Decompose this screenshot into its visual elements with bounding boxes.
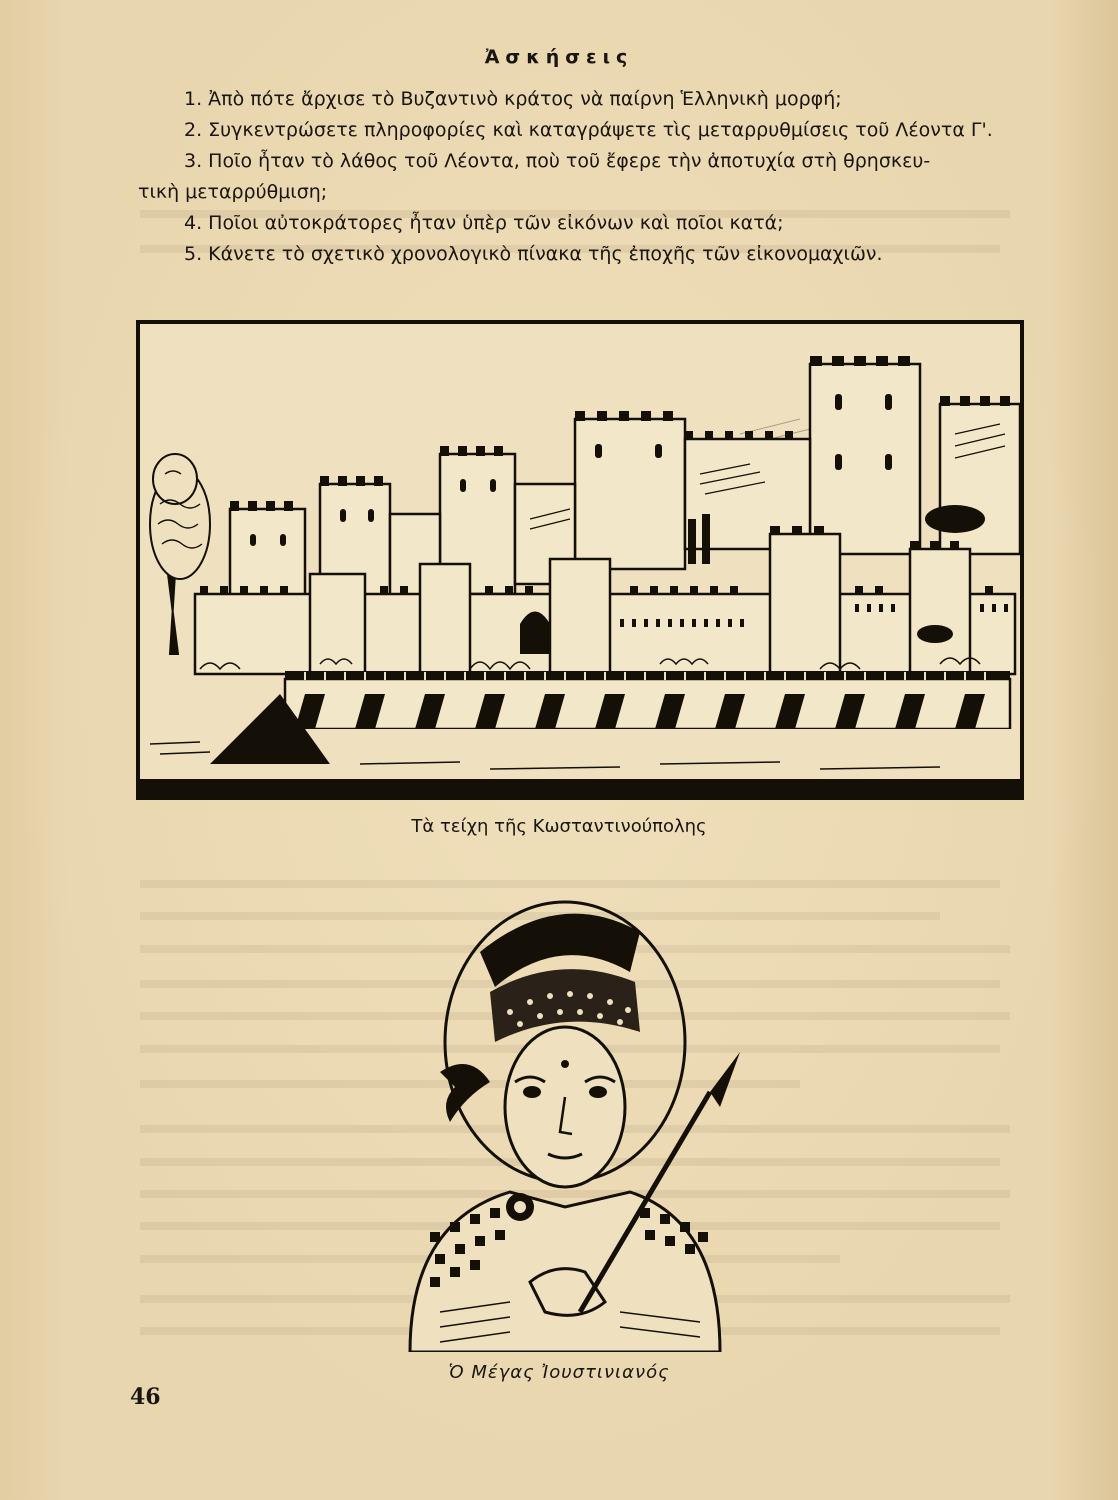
exercise-item: 4. Ποῖοι αὐτοκράτορες ἦταν ὑπὲρ τῶν εἰκόνων καὶ ποῖοι κατά; <box>184 212 784 234</box>
exercise-item: 5. Κάνετε τὸ σχετικὸ χρονολογικὸ πίνακα τῆς ἐποχῆς τῶν εἰκονομαχιῶν. <box>184 243 883 265</box>
exercise-item: 1. Ἀπὸ πότε ἄρχισε τὸ Βυζαντινὸ κράτος νὰ παίρνη Ἑλληνικὴ μορφή; <box>184 88 842 110</box>
exercise-text-continued: τικὴ μεταρρύθμιση; <box>138 181 328 203</box>
exercise-item: 2. Συγκεντρώσετε πληροφορίες καὶ καταγράψετε τὶς μεταρρυθμίσεις τοῦ Λέοντα Γ'. <box>184 119 993 141</box>
justinian-portrait-illustration <box>380 892 750 1352</box>
justinian-caption: Ὁ Μέγας Ἰουστινιανός <box>448 1362 670 1383</box>
exercises-heading: Ἀσκήσεις <box>484 46 634 68</box>
constantinople-walls-illustration <box>136 320 1024 800</box>
page-number: 46 <box>130 1384 161 1410</box>
walls-drawing <box>140 324 1020 796</box>
exercise-text: 3. Ποῖο ἦταν τὸ λάθος τοῦ Λέοντα, ποὺ τοῦ ἔφερε τὴν ἀποτυχία στὴ θρησκευ- <box>184 150 931 172</box>
justinian-drawing <box>380 892 750 1352</box>
exercise-item <box>138 146 1018 208</box>
walls-caption: Τὰ τείχη τῆς Κωσταντινούπολης <box>411 816 707 837</box>
exercise-list <box>138 84 1018 270</box>
